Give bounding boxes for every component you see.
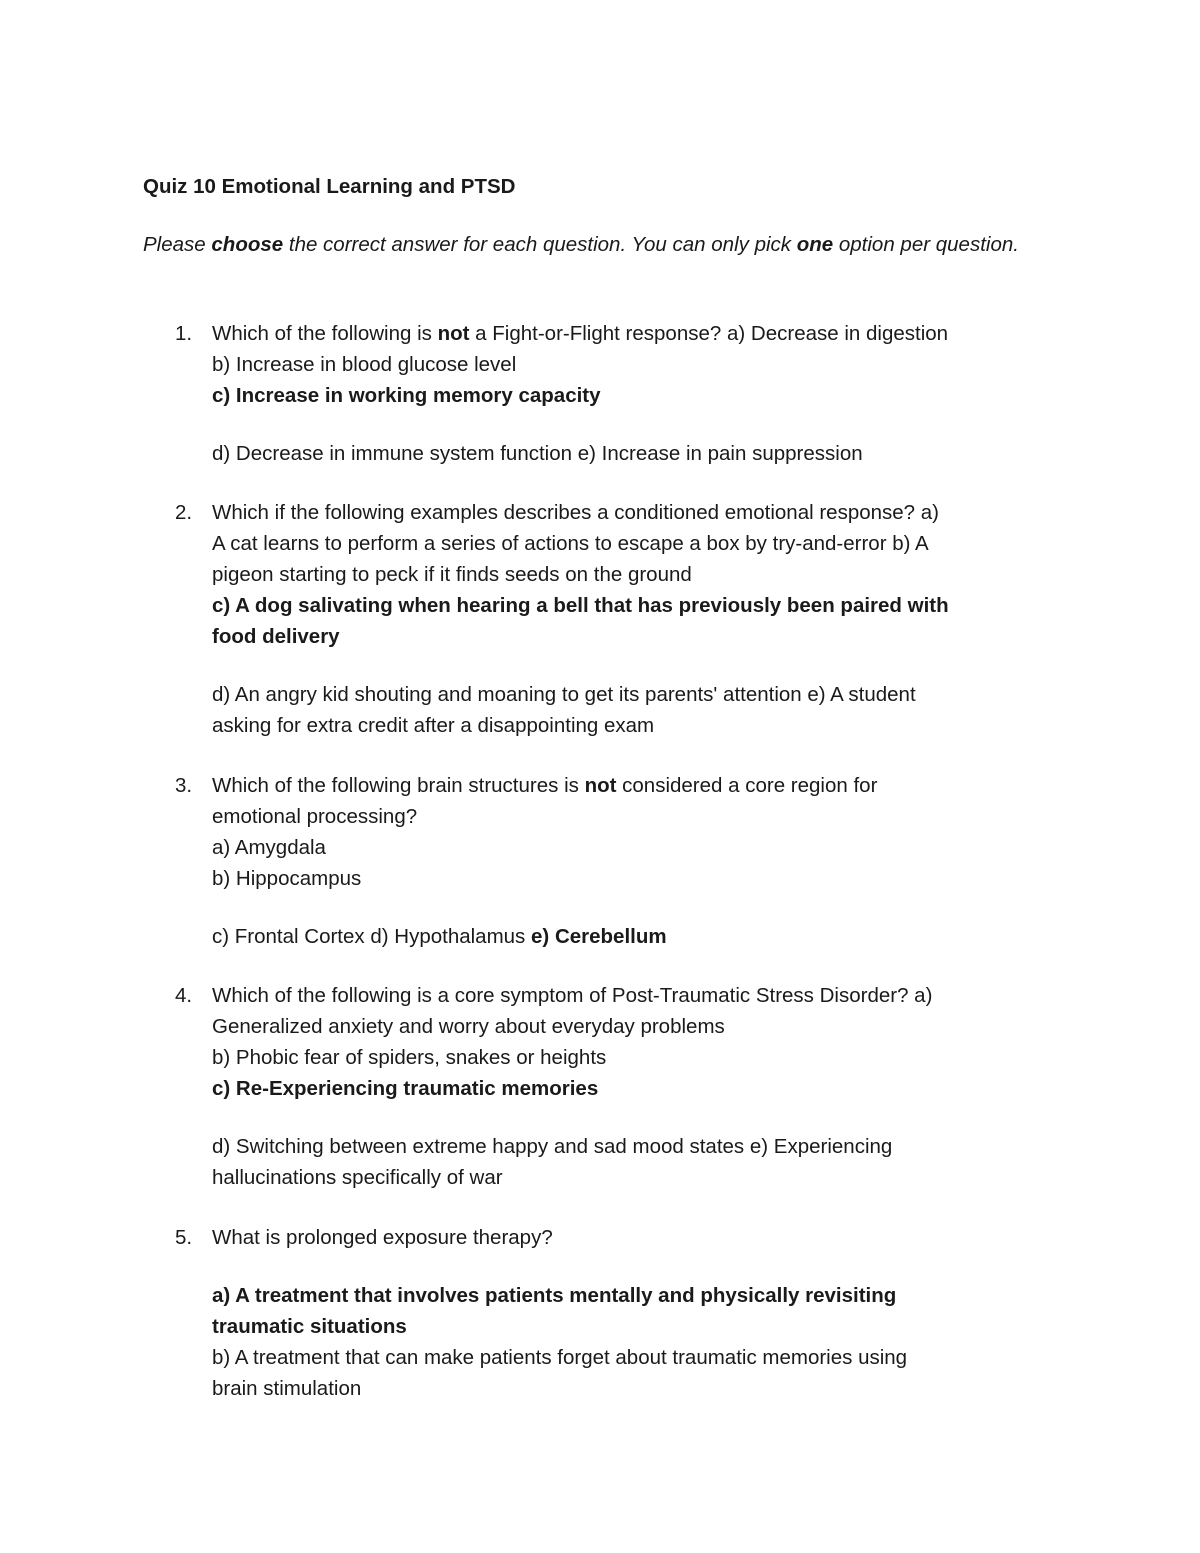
answer-option-c-correct: c) Increase in working memory capacity — [212, 384, 601, 407]
answer-option-d-e: d) Switching between extreme happy and sad mood states e) Experiencing — [212, 1135, 893, 1158]
stem-emphasis: not — [437, 322, 470, 345]
instructions-text: option per question. — [833, 233, 1019, 256]
instructions-text: the correct answer for each question. You can only pick — [283, 233, 797, 256]
answer-option-c-correct: c) Re-Experiencing traumatic memories — [212, 1077, 599, 1100]
answer-option-c-correct: food delivery — [212, 625, 340, 648]
question-number: 5. — [175, 1226, 193, 1249]
answer-option-a: a) Amygdala — [212, 836, 326, 859]
instructions-emphasis-choose: choose — [211, 233, 284, 256]
question-number: 4. — [175, 984, 193, 1007]
answer-option-b: brain stimulation — [212, 1377, 362, 1400]
answer-option-b: b) Hippocampus — [212, 867, 362, 890]
question-stem — [212, 770, 1043, 801]
question-stem-line: emotional processing? — [212, 805, 418, 828]
answer-option-a-correct: a) A treatment that involves patients mentally and physically revisiting — [212, 1284, 897, 1307]
question-number: 1. — [175, 322, 193, 345]
answer-option-b: b) Phobic fear of spiders, snakes or heights — [212, 1046, 607, 1069]
stem-text: Which of the following brain structures is — [212, 774, 585, 797]
stem-text: a Fight-or-Flight response? a) Decrease in digestion — [469, 322, 949, 345]
answer-option-d-e: asking for extra credit after a disappointing exam — [212, 714, 655, 737]
answer-option-c-correct: c) A dog salivating when hearing a bell that has previously been paired with — [212, 594, 949, 617]
answer-option-d-e: d) Decrease in immune system function e) Increase in pain suppression — [212, 442, 863, 465]
answer-option-d-e: hallucinations specifically of war — [212, 1166, 503, 1189]
question-3 — [143, 770, 1043, 952]
question-number: 3. — [175, 774, 193, 797]
instructions-text: Please — [143, 233, 212, 256]
answer-option-b: b) Increase in blood glucose level — [212, 353, 517, 376]
question-stem-line: Generalized anxiety and worry about everyday problems — [212, 1015, 725, 1038]
answer-option-b: b) A treatment that can make patients forget about traumatic memories using — [212, 1346, 908, 1369]
question-stem-line: A cat learns to perform a series of actions to escape a box by try-and-error b) A — [212, 532, 929, 555]
stem-text: Which of the following is — [212, 322, 438, 345]
quiz-title: Quiz 10 Emotional Learning and PTSD — [143, 175, 516, 198]
answer-option-e-correct: e) Cerebellum — [531, 925, 667, 948]
question-4 — [143, 980, 1043, 1193]
question-stem-line: pigeon starting to peck if it finds seeds on the ground — [212, 563, 692, 586]
question-stem: What is prolonged exposure therapy? — [212, 1226, 553, 1249]
question-5 — [143, 1222, 1043, 1404]
stem-emphasis: not — [584, 774, 617, 797]
instructions-emphasis-one: one — [796, 233, 834, 256]
question-2 — [143, 497, 1043, 741]
quiz-instructions — [143, 229, 1043, 260]
answer-option-d-e: d) An angry kid shouting and moaning to get its parents' attention e) A student — [212, 683, 916, 706]
answer-options-c-d-e — [212, 921, 1043, 952]
question-number: 2. — [175, 501, 193, 524]
question-1 — [143, 318, 1043, 469]
answer-option-c-d: c) Frontal Cortex d) Hypothalamus — [212, 925, 532, 948]
answer-option-a-correct: traumatic situations — [212, 1315, 407, 1338]
question-stem-line: Which of the following is a core symptom of Post-Traumatic Stress Disorder? a) — [212, 984, 933, 1007]
question-stem-line: Which if the following examples describes a conditioned emotional response? a) — [212, 501, 940, 524]
stem-text: considered a core region for — [616, 774, 878, 797]
question-stem — [212, 318, 1043, 349]
